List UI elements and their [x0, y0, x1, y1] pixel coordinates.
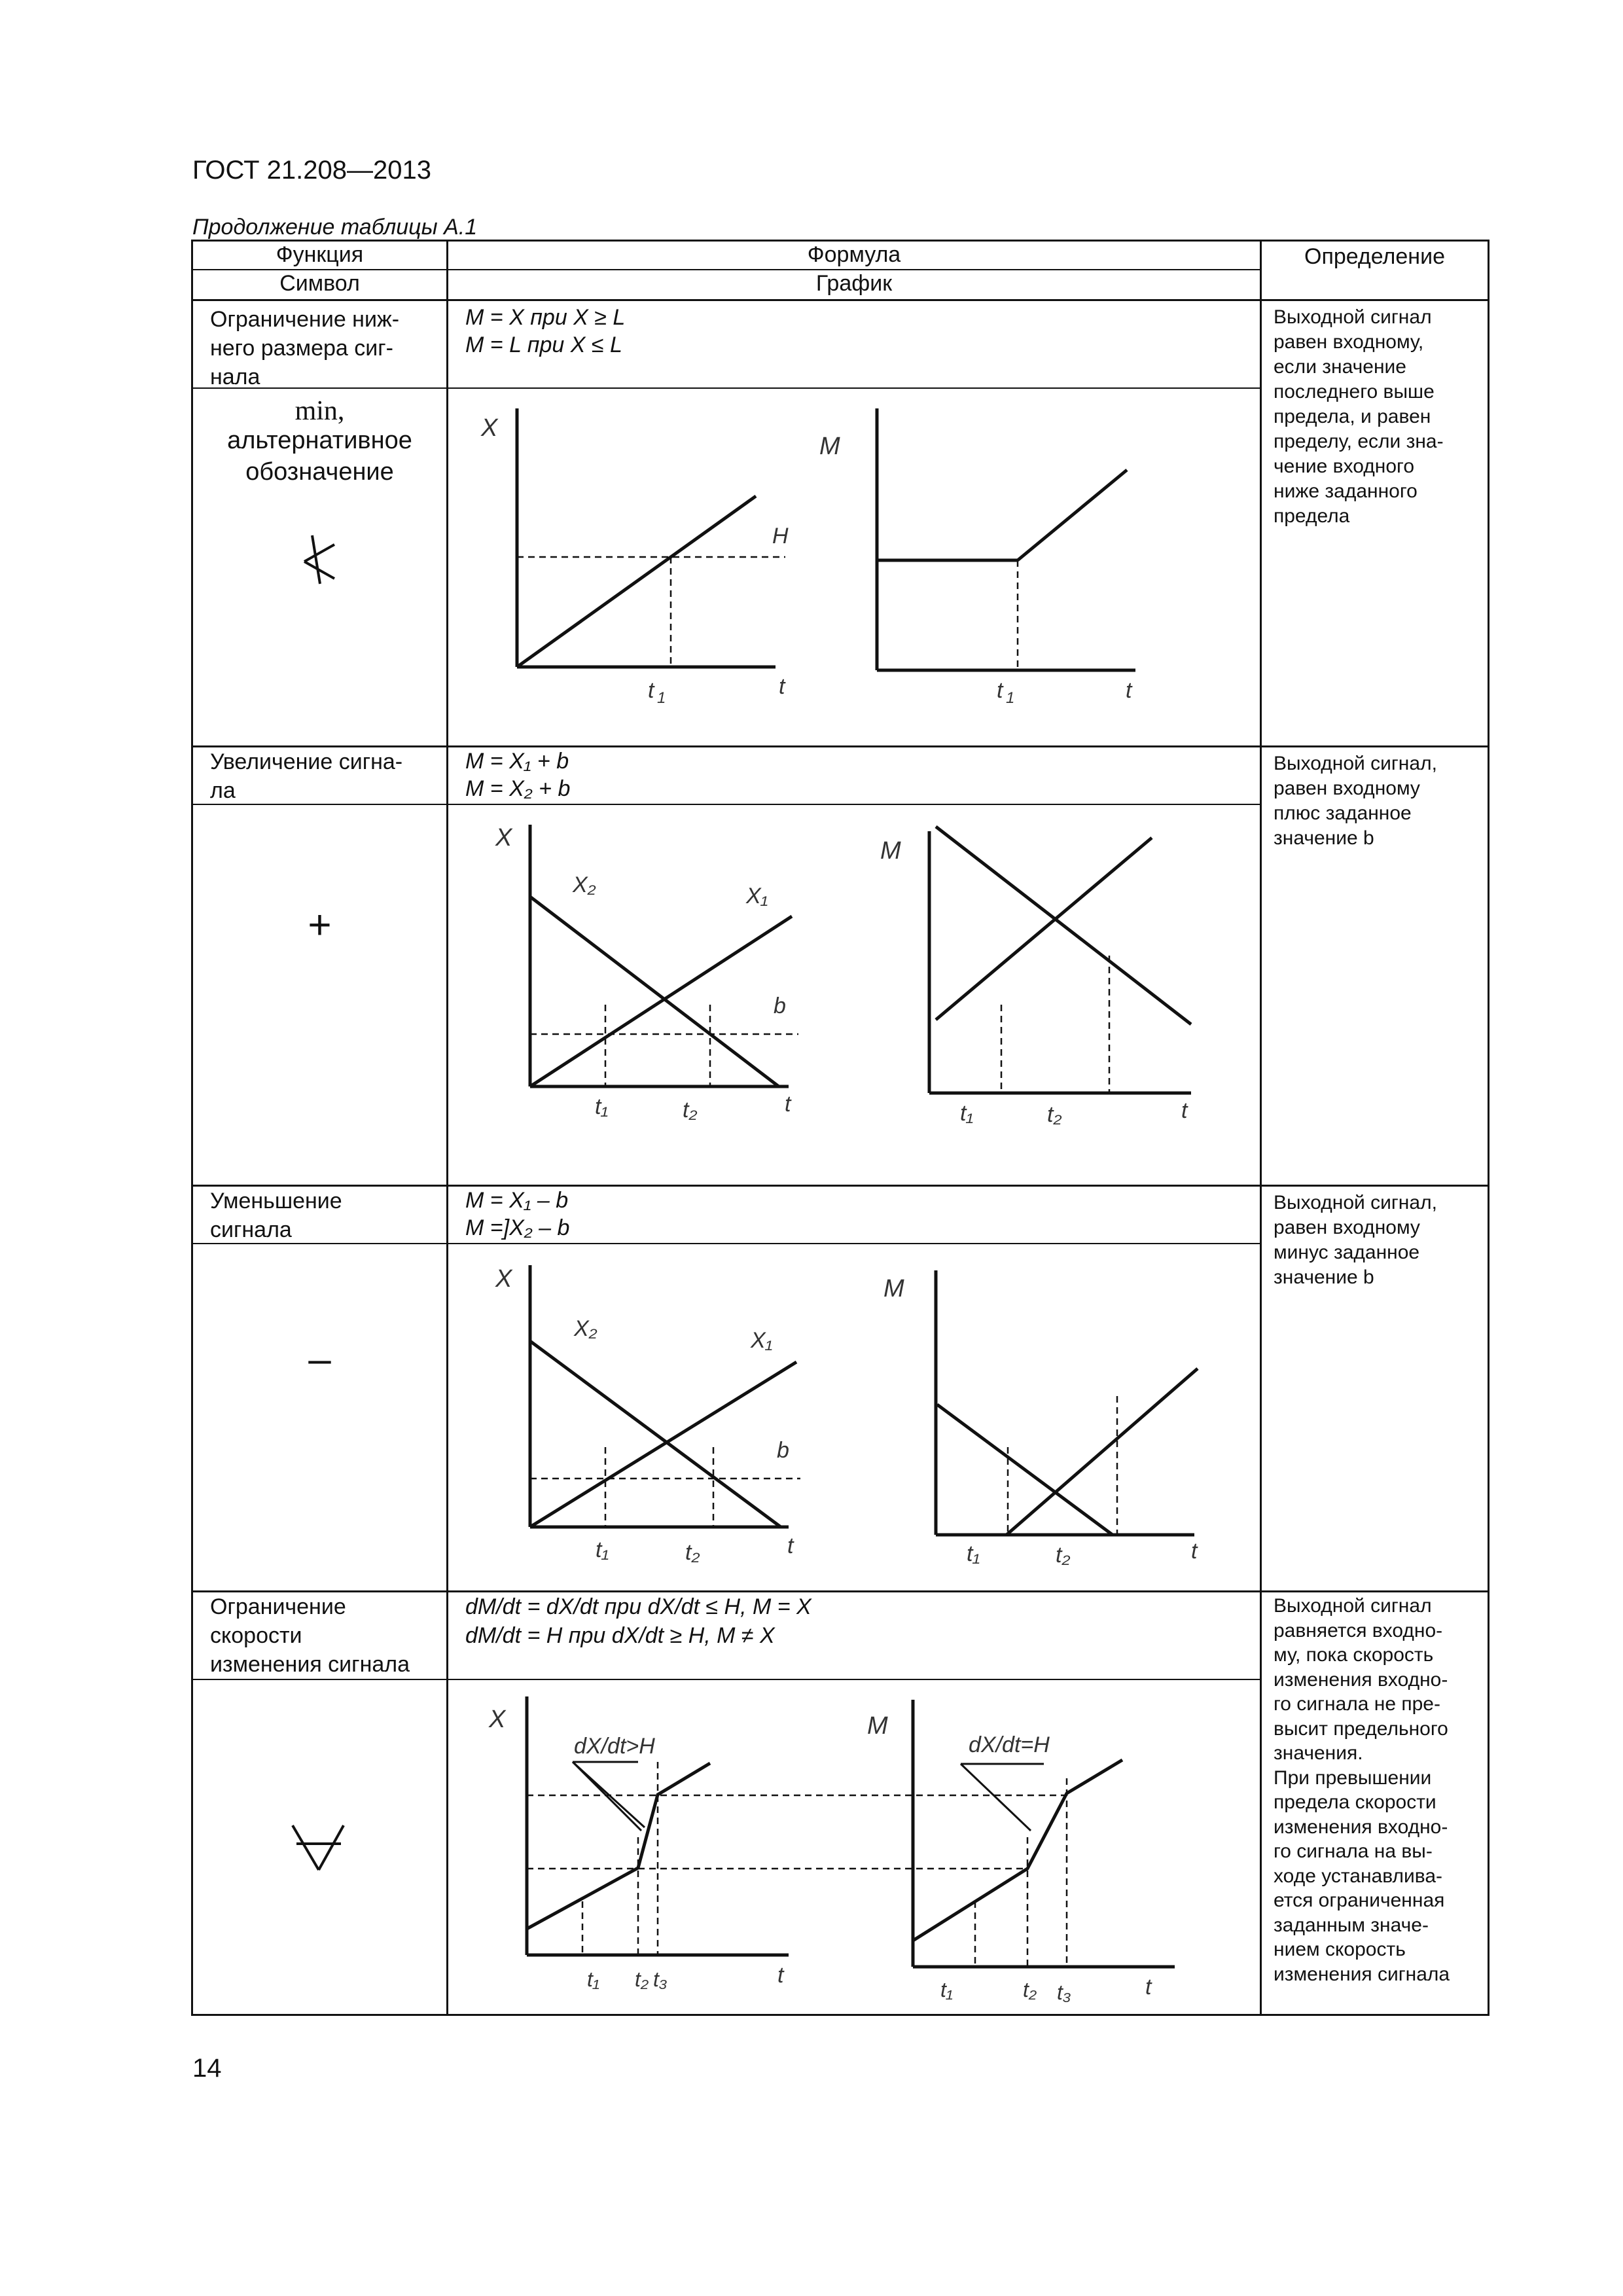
tick-t3: t₃ [653, 1967, 668, 1991]
lower-limit-symbol-icon [291, 526, 350, 585]
row-2-graph [448, 805, 1260, 1185]
row-4-function: Ограничение скорости изменения сигнала [210, 1594, 410, 1677]
header-graph: График [815, 271, 893, 296]
label-x1: X₁ [751, 1328, 773, 1353]
axis-label-t-right: t [1191, 1539, 1198, 1564]
label-x1: X₁ [746, 884, 768, 908]
plus-symbol: + [308, 903, 332, 948]
tick-t3-right: t₃ [1057, 1981, 1071, 2004]
document-header: ГОСТ 21.208—2013 [192, 156, 431, 185]
annotation-dxdt-eq-h: dX/dt=H [969, 1732, 1050, 1757]
tick-t1: t [648, 678, 654, 703]
axis-label-m: M [883, 1275, 904, 1302]
tick-t1-right: t₁ [960, 1101, 974, 1126]
tick-t1: t₁ [595, 1094, 609, 1119]
row-1-graph [448, 389, 1260, 745]
tick-t2: t₂ [635, 1967, 649, 1991]
axis-label-t-right: t [1126, 678, 1132, 703]
tick-t2: t₂ [685, 1540, 700, 1565]
row-2-function: Увеличение сигна- ла [210, 749, 403, 803]
table-caption: Продолжение таблицы А.1 [192, 215, 478, 240]
tick-t1-right: t₁ [967, 1541, 980, 1566]
row-1-formula: M = X при X ≥ L M = L при X ≤ L [465, 305, 626, 357]
header-formula: Формула [807, 242, 901, 267]
row-4-graph [448, 1680, 1260, 2014]
tick-t1: t₁ [596, 1537, 609, 1562]
axis-label-x: X [495, 1265, 512, 1293]
row-4-definition: Выходной сигнал равняется входно- му, пока скорость изменения входно- го сигнала не пре- высит предельного значения. При превышении предела скорости изменения входно- го сигнала на вы- ходе устанавлива- ется ограниченная заданным значе- нием скорость изменения сигнала [1274, 1595, 1450, 1985]
header-function: Функция [276, 242, 364, 267]
label-x2: X₂ [574, 1316, 597, 1341]
tick-t1-right: t₁ [940, 1978, 953, 2001]
tick-t1: t₁ [587, 1967, 599, 1991]
header-symbol: Символ [279, 271, 360, 296]
label-x2: X₂ [573, 872, 596, 897]
axis-label-t: t [779, 674, 785, 699]
label-b: b [777, 1438, 789, 1463]
row-3-formula: M = X₁ – b M =]X₂ – b [465, 1188, 570, 1240]
row-3-symbol [193, 1244, 446, 1590]
page-number: 14 [192, 2054, 222, 2083]
axis-label-m: M [880, 837, 901, 865]
tick-t1-right: t [997, 678, 1003, 703]
header-definition: Определение [1304, 244, 1445, 269]
row-1-definition: Выходной сигнал равен входному, если значение последнего выше предела, и равен пределу, если зна- чение входного ниже заданного предела [1274, 306, 1444, 527]
axis-label-t: t [777, 1963, 784, 1988]
row-3-function: Уменьшение сигнала [210, 1189, 342, 1242]
row-3-graph [448, 1244, 1260, 1590]
row-4-formula: dM/dt = dX/dt при dX/dt ≤ H, M = X dM/dt = H при dX/dt ≥ H, M ≠ X [465, 1594, 812, 1648]
row-2-definition: Выходной сигнал, равен входному плюс заданное значение b [1274, 753, 1437, 849]
tick-t1-right-sub: 1 [1006, 689, 1015, 707]
row-2-symbol [193, 805, 446, 1185]
axis-label-x: X [489, 1706, 506, 1733]
axis-label-m: M [867, 1712, 888, 1740]
row-3-definition: Выходной сигнал, равен входному минус заданное значение b [1274, 1192, 1437, 1288]
tick-t2-right: t₂ [1056, 1543, 1071, 1568]
row-2-formula: M = X₁ + b M = X₂ + b [465, 749, 571, 801]
axis-label-t: t [787, 1534, 794, 1558]
symbol-min-text: min, [294, 396, 345, 426]
axis-label-x: X [481, 414, 498, 442]
row-1-function: Ограничение ниж- него размера сиг- нала [210, 307, 400, 389]
row-4-symbol [193, 1680, 446, 2014]
tick-t2-right: t₂ [1023, 1978, 1037, 2001]
tick-t1-sub: 1 [657, 689, 666, 707]
axis-label-t-right: t [1181, 1098, 1188, 1123]
row-1-symbol: min, альтернативное обозначение [193, 389, 446, 745]
label-h: H [772, 524, 789, 548]
axis-label-x: X [495, 824, 512, 852]
rate-limit-symbol-icon [286, 1818, 351, 1876]
label-b: b [774, 994, 786, 1018]
minus-symbol: – [308, 1336, 331, 1382]
axis-label-m: M [819, 433, 840, 460]
axis-label-t: t [785, 1092, 791, 1117]
axis-label-t-right: t [1145, 1975, 1152, 2000]
tick-t2: t₂ [683, 1098, 698, 1122]
tick-t2-right: t₂ [1047, 1102, 1062, 1127]
annotation-dxdt-gt-h: dX/dt>H [574, 1734, 655, 1759]
